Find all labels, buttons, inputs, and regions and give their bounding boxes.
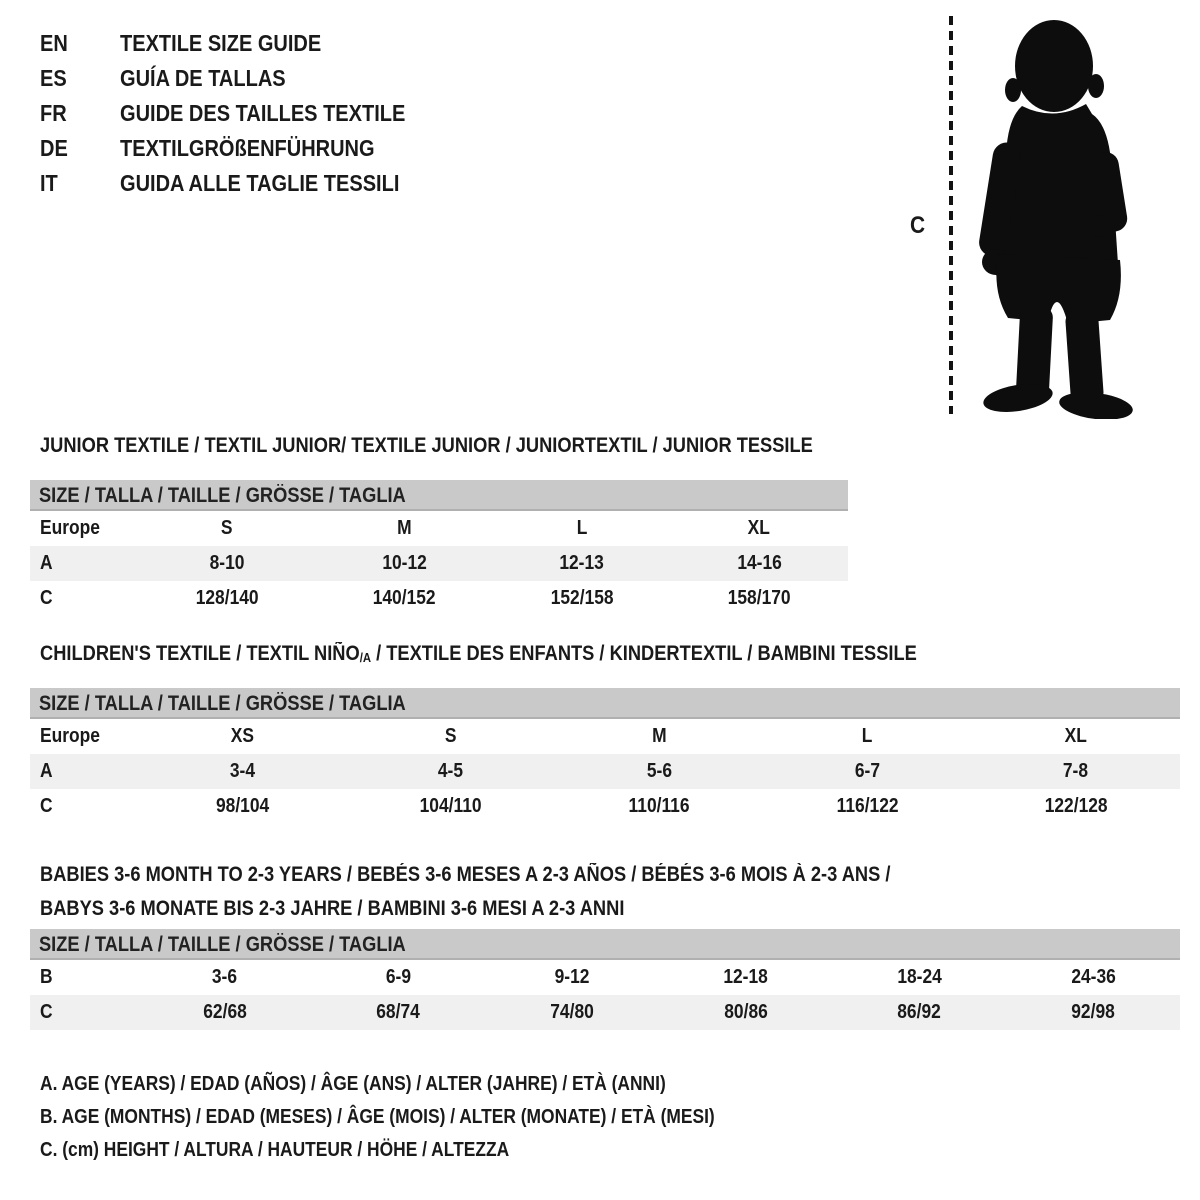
children-row-age <box>30 754 1180 789</box>
junior-table-title: JUNIOR TEXTILE / TEXTIL JUNIOR/ TEXTILE JUNIOR / JUNIORTEXTIL / JUNIOR TESSILE <box>40 434 813 457</box>
months-cell: 18-24 <box>897 966 942 988</box>
height-cell: 68/74 <box>376 1001 421 1023</box>
legend-line-b: B. AGE (MONTHS) / EDAD (MESES) / ÂGE (MOIS) / ALTER (MONATE) / ETÀ (MESI) <box>40 1106 715 1128</box>
lang-row-it <box>40 166 448 201</box>
size-cell: M <box>651 725 667 747</box>
lang-label-en: TEXTILE SIZE GUIDE <box>120 30 322 56</box>
babies-table <box>30 929 1180 1030</box>
height-cell: 92/98 <box>1071 1001 1115 1023</box>
lang-row-fr <box>40 96 448 131</box>
size-cell: L <box>862 725 873 747</box>
size-cell: S <box>220 517 233 539</box>
lang-label-fr: GUIDE DES TAILLES TEXTILE <box>120 100 406 126</box>
junior-row-europe <box>30 511 848 546</box>
age-cell: 12-13 <box>559 552 605 574</box>
months-cell: 24-36 <box>1070 966 1116 988</box>
age-cell: 3-4 <box>229 760 255 782</box>
size-cell: S <box>444 725 457 747</box>
row-label: C <box>40 795 53 817</box>
row-label: A <box>40 760 53 782</box>
height-cell: 116/122 <box>836 795 899 817</box>
legend-line-c: C. (cm) HEIGHT / ALTURA / HAUTEUR / HÖHE / ALTEZZA <box>40 1139 510 1161</box>
size-cell: M <box>396 517 412 539</box>
height-cell: 80/86 <box>724 1001 768 1023</box>
age-cell: 8-10 <box>209 552 245 574</box>
size-cell: XL <box>748 517 771 539</box>
legend-line-a: A. AGE (YEARS) / EDAD (AÑOS) / ÂGE (ANS) / ALTER (JAHRE) / ETÀ (ANNI) <box>40 1073 666 1095</box>
junior-row-height <box>30 581 848 616</box>
babies-table-title: BABIES 3-6 MONTH TO 2-3 YEARS / BEBÉS 3-6 MESES A 2-3 AÑOS / BÉBÉS 3-6 MOIS À 2-3 ANS / BABYS 3-6 MONATE BIS 2-3 JAHRE / BAMBINI 3-6 MESI A 2-3 ANNI <box>40 863 891 920</box>
height-cell: 152/158 <box>550 587 614 609</box>
lang-code-fr: FR <box>40 100 67 126</box>
lang-label-de: TEXTILGRÖßENFÜHRUNG <box>120 135 375 161</box>
lang-row-de <box>40 131 448 166</box>
babies-row-months <box>30 960 1180 995</box>
age-cell: 6-7 <box>854 760 880 782</box>
height-measure-dashed-line <box>949 16 953 414</box>
toddler-silhouette-icon <box>962 14 1142 419</box>
lang-code-it: IT <box>40 170 58 196</box>
lang-code-en: EN <box>40 30 68 56</box>
lang-row-en <box>40 26 448 61</box>
junior-table <box>30 480 848 616</box>
title-subscript: /A <box>359 650 372 666</box>
children-row-europe <box>30 719 1180 754</box>
children-table <box>30 688 1180 824</box>
row-label: C <box>40 587 53 609</box>
height-cell: 128/140 <box>195 587 259 609</box>
height-measure-label: C <box>910 212 926 239</box>
age-cell: 7-8 <box>1063 760 1089 782</box>
babies-size-header-bar: SIZE / TALLA / TAILLE / GRÖSSE / TAGLIA <box>30 929 1180 960</box>
size-cell: XS <box>230 725 254 747</box>
lang-row-es <box>40 61 448 96</box>
junior-size-header-bar: SIZE / TALLA / TAILLE / GRÖSSE / TAGLIA <box>30 480 848 511</box>
lang-code-es: ES <box>40 65 67 91</box>
row-label: A <box>40 552 53 574</box>
lang-label-it: GUIDA ALLE TAGLIE TESSILI <box>120 170 400 196</box>
size-cell: L <box>576 517 588 539</box>
months-cell: 12-18 <box>723 966 769 988</box>
babies-row-height <box>30 995 1180 1030</box>
language-title-block <box>40 26 448 201</box>
height-cell: 98/104 <box>215 795 269 817</box>
legend-block <box>40 1068 816 1167</box>
row-label: Europe <box>40 517 100 539</box>
children-size-header-bar: SIZE / TALLA / TAILLE / GRÖSSE / TAGLIA <box>30 688 1180 719</box>
height-cell: 74/80 <box>550 1001 594 1023</box>
age-cell: 14-16 <box>736 552 782 574</box>
row-label: Europe <box>40 725 100 747</box>
months-cell: 9-12 <box>554 966 590 988</box>
height-cell: 158/170 <box>727 587 791 609</box>
lang-label-es: GUÍA DE TALLAS <box>120 65 286 91</box>
lang-code-de: DE <box>40 135 68 161</box>
height-cell: 104/110 <box>419 795 482 817</box>
months-cell: 6-9 <box>385 966 412 988</box>
size-cell: XL <box>1064 725 1087 747</box>
age-cell: 4-5 <box>438 760 464 782</box>
months-cell: 3-6 <box>212 966 238 988</box>
age-cell: 10-12 <box>381 552 427 574</box>
children-table-title: CHILDREN'S TEXTILE / TEXTIL NIÑO/A / TEXTILE DES ENFANTS / KINDERTEXTIL / BAMBINI TESSILE <box>40 642 917 666</box>
height-cell: 110/116 <box>628 795 690 817</box>
children-row-height <box>30 789 1180 824</box>
height-cell: 86/92 <box>897 1001 942 1023</box>
row-label: B <box>40 966 53 988</box>
age-cell: 5-6 <box>646 760 672 782</box>
height-cell: 62/68 <box>203 1001 247 1023</box>
row-label: C <box>40 1001 53 1023</box>
junior-row-age <box>30 546 848 581</box>
height-cell: 140/152 <box>372 587 436 609</box>
height-cell: 122/128 <box>1044 795 1108 817</box>
